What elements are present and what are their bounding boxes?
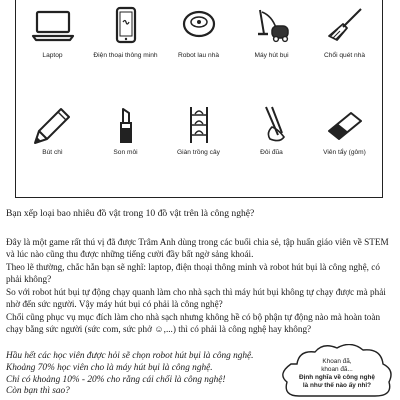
chopsticks-icon <box>250 105 294 145</box>
item-label: Máy hút bụi <box>254 52 289 59</box>
italic-line: Còn bạn thì sao? <box>6 386 70 397</box>
paragraph-4: Chổi cũng phục vụ mục đích làm cho nhà sạch nhưng không hề có bộ phận tự động nào mà hoàn toàn chạy bằng sức người (sức com, sức phở ☺,...) thì có phải là công nghệ hay không? <box>6 312 381 334</box>
lipstick-icon <box>104 105 148 145</box>
item-label: Viên tẩy (gôm) <box>323 149 366 156</box>
italic-line: Hầu hết các học viên được hỏi sẽ chọn robot hút bụi là công nghệ. <box>6 351 254 361</box>
item-label: Son môi <box>113 149 138 156</box>
items-grid <box>15 0 383 198</box>
eraser-icon <box>323 105 367 145</box>
item-label: Điện thoại thông minh <box>93 52 158 59</box>
vacuum-cleaner-icon <box>250 6 294 46</box>
pencil-icon <box>31 105 75 145</box>
item-plant-rack <box>162 99 235 198</box>
paragraph-2: Theo lẽ thường, chắc hẳn bạn sẽ nghĩ: laptop, điện thoại thông minh và robot hút bụi là công nghệ, có phải không? <box>6 262 380 284</box>
item-label: Giàn trồng cây <box>177 149 220 156</box>
item-label: Đôi đũa <box>260 149 283 156</box>
paragraph-3: So với robot hút bụi tự động chạy quanh làm cho nhà sạch thì máy hút bụi không tự chạy được mà phải nhờ đến sức người. Vậy máy hút bụi có phải là công nghệ? <box>6 287 386 309</box>
item-label: Bút chì <box>42 149 63 156</box>
item-broom <box>308 0 381 99</box>
item-chopsticks <box>235 99 308 198</box>
bubble-line-bold: Định nghĩa về công nghệ <box>299 374 375 381</box>
italic-line: Chỉ có khoảng 10% - 20% cho rằng cái chổi là công nghệ! <box>6 374 226 385</box>
item-laptop <box>16 0 89 99</box>
item-label: Robot lau nhà <box>177 52 220 59</box>
laptop-icon <box>31 6 75 46</box>
bubble-line-bold: là như thế nào ấy nhỉ? <box>302 382 372 389</box>
item-vacuum-cleaner <box>235 0 308 99</box>
item-label: Chổi quét nhà <box>323 52 366 59</box>
italic-line: Khoảng 70% học viên cho là máy hút bụi là công nghệ. <box>6 362 213 373</box>
paragraph-1: Đây là một game rất thú vị đã được Trâm Anh dùng trong các buổi chia sẻ, tập huấn giáo viên về STEM và lúc nào cũng thu được những tiếng cười đầy bất ngờ sảng khoái. <box>6 237 389 259</box>
smartphone-icon <box>104 6 148 46</box>
item-pencil <box>16 99 89 198</box>
question-text: Bạn xếp loại bao nhiêu đồ vật trong 10 đồ vật trên là công nghệ? <box>6 208 255 219</box>
item-smartphone <box>89 0 162 99</box>
item-robot-vacuum <box>162 0 235 99</box>
item-label: Laptop <box>42 52 63 59</box>
item-lipstick <box>89 99 162 198</box>
robot-vacuum-icon <box>177 6 221 46</box>
thought-bubble <box>277 344 397 400</box>
survey-results <box>6 351 276 398</box>
bubble-line: khoan đã... <box>321 366 353 373</box>
broom-icon <box>323 6 367 46</box>
bubble-line: Khoan đã, <box>322 358 352 365</box>
bubble-text <box>287 358 387 390</box>
plant-rack-icon <box>177 105 221 145</box>
item-eraser <box>308 99 381 198</box>
